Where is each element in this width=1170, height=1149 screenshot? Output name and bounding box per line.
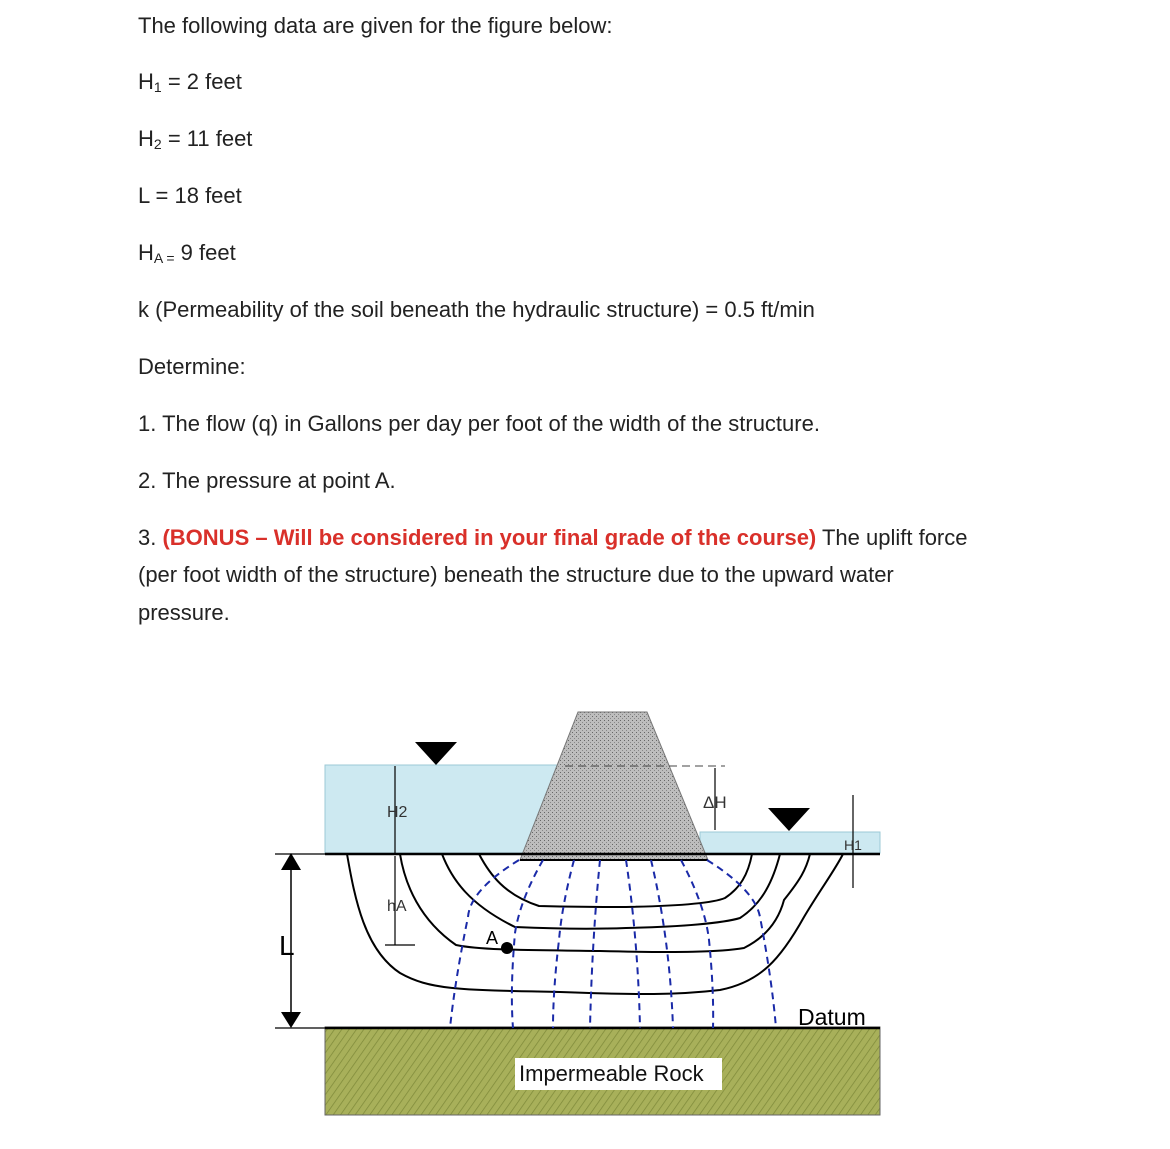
point-a-marker [501, 942, 513, 954]
equipotential-line [553, 860, 574, 1028]
given-k: k (Permeability of the soil beneath the hydraulic structure) = 0.5 ft/min [138, 297, 815, 322]
equipotential-line [512, 860, 543, 1028]
given-l: L = 18 feet [138, 183, 242, 208]
ha-label: hA [387, 898, 407, 915]
equipotential-line [651, 860, 673, 1028]
given-h2: $H_2 = 11$ feet [138, 126, 253, 152]
h2-label: H2 [387, 804, 408, 821]
h1-label: H1 [844, 837, 862, 853]
question-2: 2. The pressure at point A. [138, 468, 396, 493]
question-3-line-2: (per foot width of the structure) beneath the structure due to the upward water [138, 562, 894, 587]
bonus-note: (BONUS – Will be considered in your final grade of the course) [162, 525, 817, 550]
intro-text: The following data are given for the figure below: [138, 13, 613, 38]
upstream-water-level-icon [415, 742, 457, 765]
given-h1: $H_1 = 2$ feet [138, 69, 242, 95]
equipotential-line [707, 860, 776, 1028]
equipotential-line [681, 860, 713, 1028]
downstream-water-level-icon [768, 808, 810, 831]
equipotential-lines [450, 860, 776, 1028]
rock-label: Impermeable Rock [519, 1061, 704, 1086]
equipotential-line [590, 860, 600, 1028]
point-a-label: A [486, 928, 499, 948]
question-1: 1. The flow (q) in Gallons per day per foot of the width of the structure. [138, 411, 820, 436]
delta-h-label: ΔH [703, 793, 727, 812]
question-3: 3. (BONUS – Will be considered in your final grade of the course) The uplift force [138, 525, 968, 550]
given-ha: $H_{A =}$ 9 feet [138, 240, 236, 266]
datum-label: Datum [798, 1004, 866, 1030]
question-3-line-3: pressure. [138, 600, 230, 625]
equipotential-line [626, 860, 640, 1028]
l-label: L [279, 930, 295, 961]
flow-line [442, 854, 780, 929]
determine-heading: Determine: [138, 354, 246, 379]
